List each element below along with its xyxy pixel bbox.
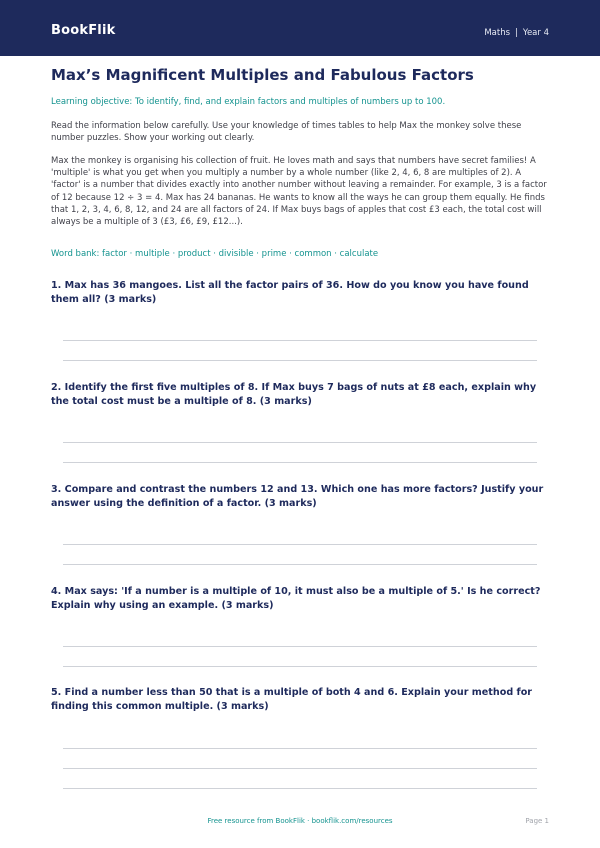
answer-line[interactable] bbox=[63, 360, 537, 361]
meta-separator: | bbox=[515, 28, 518, 38]
answer-line[interactable] bbox=[63, 544, 537, 545]
question-3: 3. Compare and contrast the numbers 12 and 13. Which one has more factors? Justify your answer using the definition of a factor. (3 marks) bbox=[51, 484, 544, 509]
brand-logo: BookFlik bbox=[51, 23, 116, 38]
worksheet-title: Max’s Magnificent Multiples and Fabulous Factors bbox=[51, 66, 474, 84]
question-4: 4. Max says: 'If a number is a multiple of 10, it must also be a multiple of 5.' Is he correct? Explain why using an example. (3 marks) bbox=[51, 586, 541, 611]
answer-line[interactable] bbox=[63, 442, 537, 443]
reading-passage: Max the monkey is organising his collection of fruit. He loves math and says that numbers have secret families! A 'multiple' is what you get when you multiply a number by a whole number (like 2, 4, 6, 8 are multiples of 2). A 'factor' is a number that divides exactly into another number without leaving a remainder. For example, 3 is a factor of 12 because 12 ÷ 3 = 4. Max has 24 bananas. He wants to know all the ways he can group them equally. He finds that 1, 2, 3, 4, 6, 8, 12, and 24 are all factors of 24. If Max buys bags of apples that cost £3 each, the total cost will always be a multiple of 3 (£3, £6, £9, £12...). bbox=[51, 156, 547, 228]
subject-label: Maths bbox=[484, 28, 511, 38]
page-header bbox=[0, 0, 600, 56]
answer-line[interactable] bbox=[63, 564, 537, 565]
header-meta bbox=[484, 28, 549, 38]
intro-paragraph: Read the information below carefully. Use your knowledge of times tables to help Max the monkey solve these number puzzles. Show your working out clearly. bbox=[51, 121, 522, 144]
page-number: Page 1 bbox=[525, 817, 549, 825]
question-2: 2. Identify the first five multiples of 8. If Max buys 7 bags of nuts at £8 each, explain why the total cost must be a multiple of 8. (3 marks) bbox=[51, 382, 537, 407]
answer-line[interactable] bbox=[63, 748, 537, 749]
answer-line[interactable] bbox=[63, 462, 537, 463]
answer-line[interactable] bbox=[63, 788, 537, 789]
answer-line[interactable] bbox=[63, 646, 537, 647]
word-bank: Word bank: factor · multiple · product · divisible · prime · common · calculate bbox=[51, 249, 379, 259]
answer-line[interactable] bbox=[63, 768, 537, 769]
learning-objective: Learning objective: To identify, find, and explain factors and multiples of numbers up to 100. bbox=[51, 97, 446, 107]
answer-line[interactable] bbox=[63, 340, 537, 341]
answer-line[interactable] bbox=[63, 666, 537, 667]
footer-link[interactable]: Free resource from BookFlik · bookflik.com/resources bbox=[207, 817, 393, 825]
question-1: 1. Max has 36 mangoes. List all the factor pairs of 36. How do you know you have found them all? (3 marks) bbox=[51, 280, 529, 305]
year-label: Year 4 bbox=[522, 28, 549, 38]
question-5: 5. Find a number less than 50 that is a multiple of both 4 and 6. Explain your method for finding this common multiple. (3 marks) bbox=[51, 687, 533, 712]
